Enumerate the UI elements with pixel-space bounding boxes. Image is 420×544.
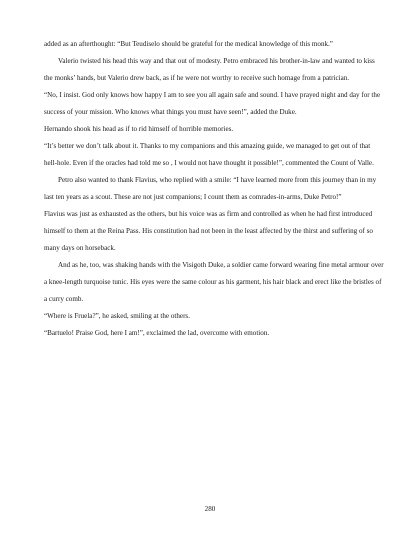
- paragraph: Valerio twisted his head this way and that out of modesty. Petro embraced his brother-in-law and wanted to kiss the monks’ hands, but Valerio drew back, as if he were not worthy to receive such homage from a patrician.: [44, 57, 375, 82]
- paragraph: Flavius was just as exhausted as the others, but his voice was as firm and controlled as when he had first introduced himself to them at the Reina Pass. His constitution had not been in the least affected by the thirst and suffering of so many days on horseback.: [44, 210, 373, 252]
- page-body: [44, 36, 384, 342]
- paragraph: added as an afterthought: “But Teudiselo should be grateful for the medical knowledge of this monk.”: [44, 40, 333, 48]
- paragraph: “No, I insist. God only knows how happy I am to see you all again safe and sound. I have prayed night and day for the success of your mission. Who knows what things you must have seen!”, added the Duke.: [44, 91, 381, 116]
- paragraph: Petro also wanted to thank Flavius, who replied with a smile: “I have learned more from this journey than in my last ten years as a scout. These are not just companions; I count them as comrades-in-arms, Duke Petro!”: [44, 176, 377, 201]
- paragraph: And as he, too, was shaking hands with the Visigoth Duke, a soldier came forward wearing fine metal armour over a knee-length turquoise tunic. His eyes were the same colour as his garment, his hair black and erect like the bristles of a curry comb.: [44, 261, 384, 303]
- paragraph: “Where is Fruela?”, he asked, smiling at the others.: [44, 312, 190, 320]
- page-number: 280: [204, 505, 216, 513]
- paragraph: “Bartuelo! Praise God, here I am!”, exclaimed the lad, overcome with emotion.: [44, 329, 270, 337]
- paragraph: Hernando shook his head as if to rid himself of horrible memories.: [44, 125, 234, 133]
- paragraph: “It’s better we don’t talk about it. Thanks to my companions and this amazing guide, we managed to get out of that hell-hole. Even if the oracles had told me so , I would not have thought it possible!”, commented the Count of Valle.: [44, 142, 374, 167]
